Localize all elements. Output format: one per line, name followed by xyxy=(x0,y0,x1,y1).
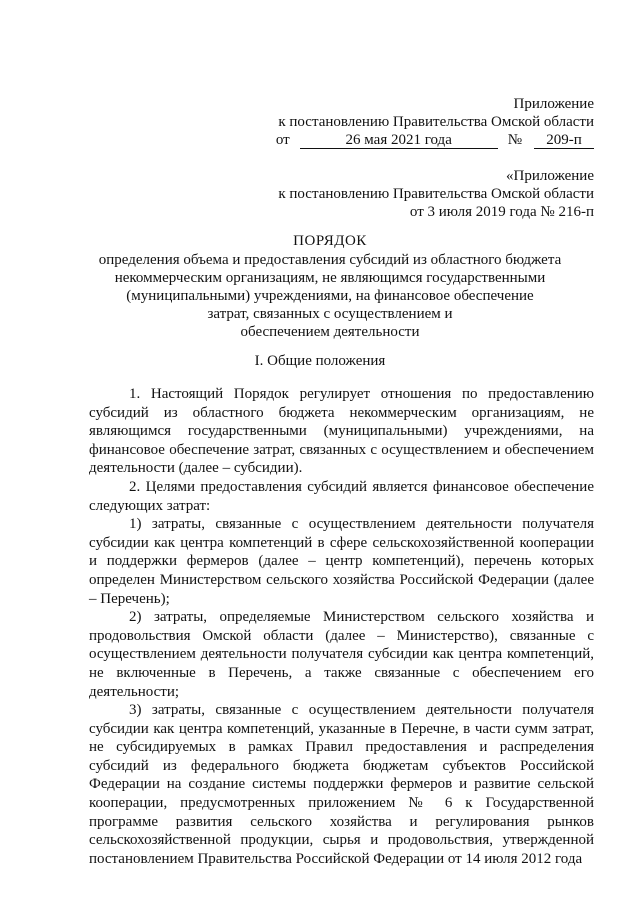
paragraph: 2. Целями предоставления субсидий является финансовое обеспечение следующих затрат: xyxy=(89,478,594,514)
appendix-date-line xyxy=(276,131,594,149)
from-prefix: от xyxy=(275,132,290,148)
paragraph: 1) затраты, связанные с осуществлением деятельности получателя субсидии как центра компетенций в сфере сельскохозяйственной кооперации и поддержки фермеров (далее – центр компетенций), перечень которых определен Министерством сельского хозяйства Российской Федерации (далее – Перечень); xyxy=(89,516,594,607)
title-line: (муниципальными) учреждениями, на финансовое обеспечение xyxy=(126,288,534,304)
document-title xyxy=(80,232,580,341)
resolution-number: 209-п xyxy=(534,132,594,149)
title-line: обеспечением деятельности xyxy=(240,324,420,340)
prior-appendix-resolution: к постановлению Правительства Омской области xyxy=(278,186,594,202)
appendix-header xyxy=(276,95,594,149)
appendix-label: Приложение xyxy=(513,96,594,112)
paragraph: 1. Настоящий Порядок регулирует отношения по предоставлению субсидий из областного бюджета некоммерческим организациям, не являющимся государственными (муниципальными) учреждениями, на финансовое обеспечение затрат, связанных с осуществлением и обеспечением деятельности (далее – субсидии). xyxy=(89,386,594,477)
prior-appendix-label: «Приложение xyxy=(505,168,594,184)
paragraph: 2) затраты, определяемые Министерством сельского хозяйства и продовольствия Омской области (далее – Министерство), связанные с осуществлением деятельности получателя субсидии как центра компетенций, не включенные в Перечень, а также связанные с обеспечением его деятельности; xyxy=(89,609,594,700)
title-line: определения объема и предоставления субсидий из областного бюджета xyxy=(98,252,562,268)
title-line: некоммерческим организациям, не являющимся государственными xyxy=(114,270,546,286)
title-line: затрат, связанных с осуществлением и xyxy=(207,306,453,322)
resolution-date: 26 мая 2021 года xyxy=(300,132,498,149)
number-sign: № xyxy=(507,132,522,148)
body-text xyxy=(89,385,594,868)
prior-appendix-header xyxy=(278,167,594,221)
title-heading: ПОРЯДОК xyxy=(293,233,367,249)
appendix-resolution: к постановлению Правительства Омской области xyxy=(278,114,594,130)
prior-appendix-date-number: от 3 июля 2019 года № 216-п xyxy=(409,204,594,220)
section-heading: I. Общие положения xyxy=(254,353,386,369)
paragraph: 3) затраты, связанные с осуществлением деятельности получателя субсидии как центра компетенций, указанные в Перечне, в части сумм затрат, не субсидируемых в рамках Правил предоставления и распределения субсидий из федерального бюджета бюджетам субъектов Российской Федерации на создание системы поддержки фермеров и развитие сельской кооперации, предусмотренных приложением № 6 к Государственной программе развития сельского хозяйства и регулирования рынков сельскохозяйственной продукции, сырья и продовольствия, утвержденной постановлением Правительства Российской Федерации от 14 июля 2012 года xyxy=(89,702,594,867)
